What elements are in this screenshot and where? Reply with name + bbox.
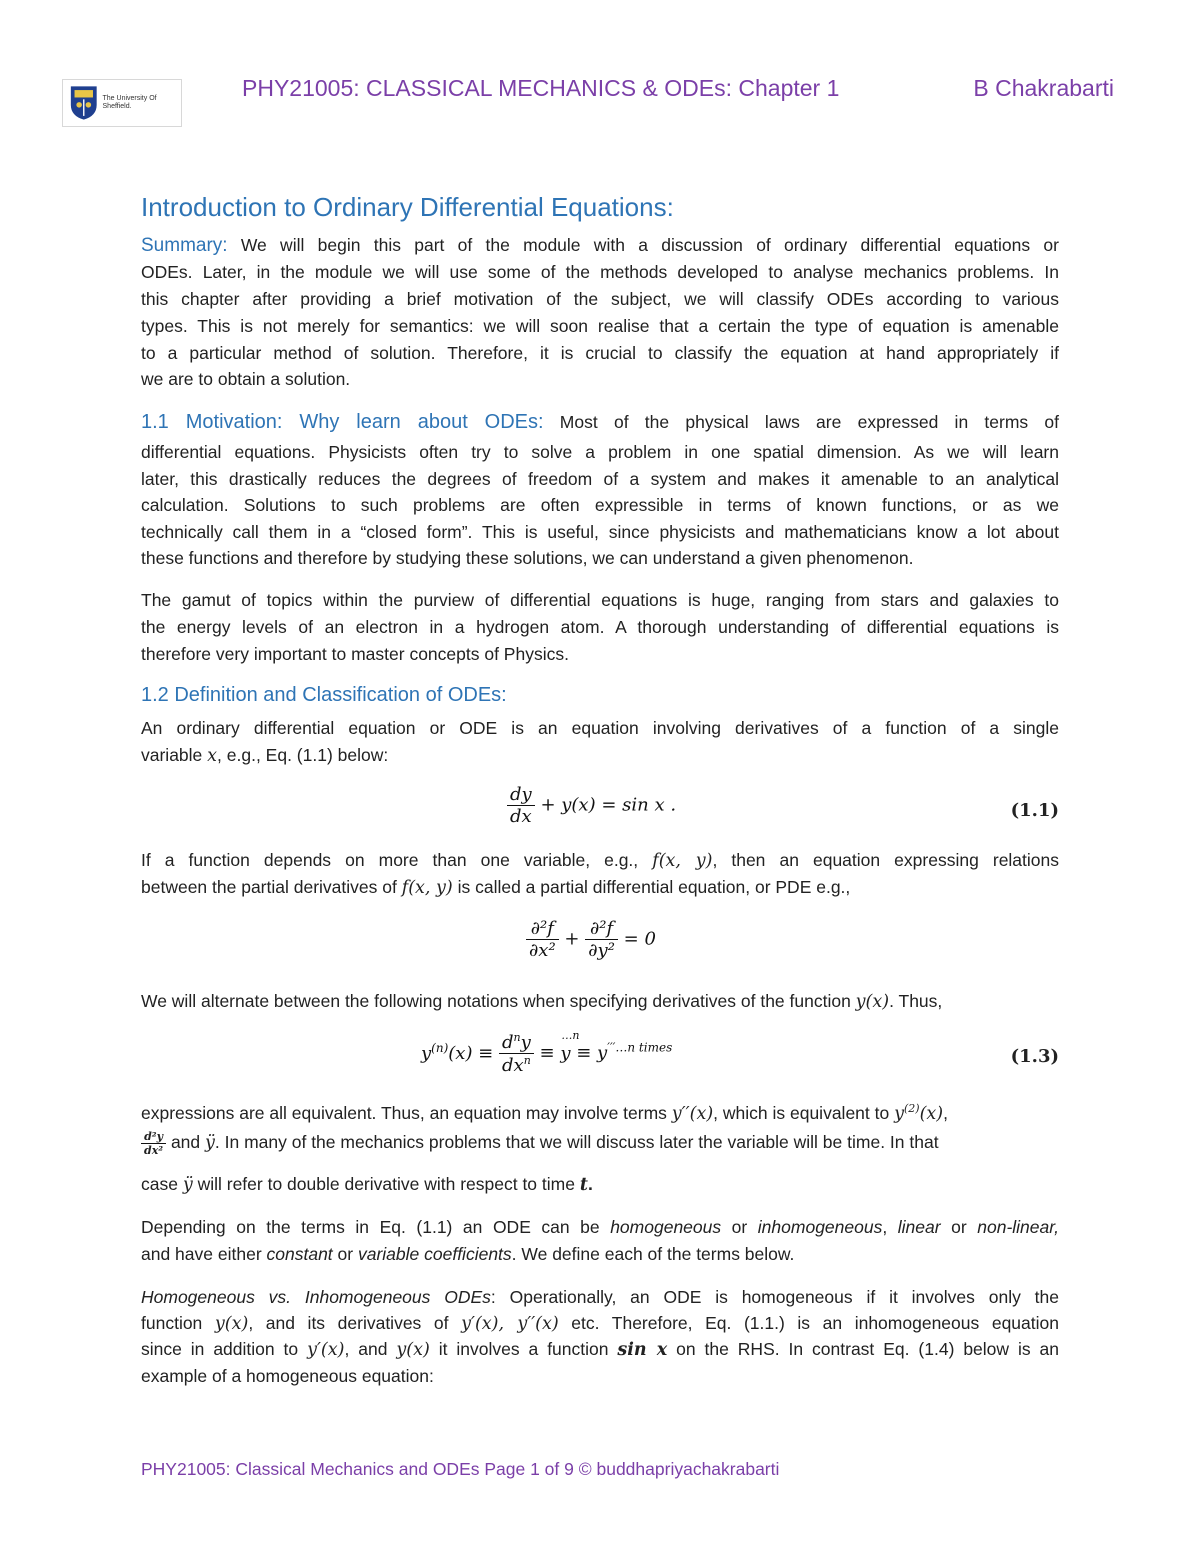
- homog-line-1: [141, 1287, 1059, 1308]
- homog-line-4: example of a homogeneous equation:: [141, 1366, 434, 1386]
- text: on the RHS. In contrast Eq. (1.4) below is an: [667, 1339, 1059, 1359]
- summary-line-3: this chapter after providing a brief motivation of the subject, we will classify ODEs according to various: [141, 289, 1059, 309]
- header-title: PHY21005: CLASSICAL MECHANICS & ODEs: Chapter 1: [242, 75, 840, 101]
- math-sin-x: sin x: [617, 1340, 668, 1360]
- text: will refer to double derivative with respect to time: [192, 1174, 580, 1194]
- text: variable: [141, 745, 208, 765]
- summary-line-1: [141, 235, 1059, 257]
- math-y-ddot: ÿ: [205, 1133, 215, 1154]
- homog-line-3: [141, 1339, 1059, 1360]
- equation-tail: + y(x) = sin x .: [540, 794, 677, 816]
- summary-line-5: to a particular method of solution. Therefore, it is crucial to classify the equation at hand appropriately if: [141, 343, 1059, 363]
- text: ,: [882, 1217, 898, 1237]
- math-f-xy: f(x, y): [652, 851, 713, 871]
- section-heading-1-2: 1.2 Definition and Classification of ODEs:: [141, 684, 507, 706]
- notation-line: [141, 991, 1059, 1012]
- pde-line-2: [141, 877, 1059, 898]
- text: etc. Therefore, Eq. (1.1.) is an inhomogeneous equation: [558, 1313, 1059, 1333]
- s11-line-5: technically call them in a “closed form”. This is useful, since physicists and mathematicians know a lot about: [141, 522, 1059, 542]
- text: or: [721, 1217, 758, 1237]
- section-heading-1-1: 1.1 Motivation: Why learn about ODEs:: [141, 411, 544, 433]
- university-logo: [62, 79, 182, 127]
- equation-1-1: [507, 784, 676, 827]
- fraction-d2y-dx2-small: $\frac{\text{d²y}}{\text{dx²}}$: [141, 1130, 166, 1157]
- text-variable-coefficients: variable coefficients: [357, 1244, 512, 1264]
- text: . In many of the mechanics problems that we will discuss later the variable will be time. In that: [214, 1132, 939, 1153]
- depend-line-1: [141, 1217, 1059, 1238]
- text: since in addition to: [141, 1339, 308, 1359]
- fraction-dy-dx: $\frac{dy}{dx}$: [507, 784, 535, 827]
- equation-tail: = 0: [623, 928, 656, 950]
- logo-text: The University Of Sheffield.: [102, 95, 157, 110]
- text: , and its derivatives of: [248, 1313, 462, 1333]
- equation-laplace: $\frac{\text{∂²f}}{\text{∂x²}}$ + $\frac{\text{∂²f}}{\text{∂y²}}$ = 0: [526, 918, 656, 961]
- math-x: x: [207, 746, 218, 766]
- text: , and: [344, 1339, 397, 1359]
- text: is called a partial differential equation, or PDE e.g.,: [452, 877, 851, 897]
- math-y-x: y(x): [396, 1340, 430, 1360]
- homog-label: Homogeneous vs. Inhomogeneous ODEs: [141, 1287, 491, 1307]
- expr-line-2: [141, 1130, 1059, 1157]
- s12-line-2: [141, 745, 1059, 766]
- text-homogeneous: homogeneous: [610, 1217, 722, 1237]
- crest-icon: [69, 83, 99, 123]
- equation-1-3: $y^{(n)}(x)$ ≡ $\frac{d^ny}{dx^n}$ ≡ y …n ≡ $y^{'''\dots n times}$: [421, 1028, 673, 1076]
- text: Most of the physical laws are expressed in terms of: [543, 412, 1059, 432]
- text: We will alternate between the following notations when specifying derivatives of the function: [141, 991, 856, 1011]
- gamut-line-2: the energy levels of an electron in a hydrogen atom. A thorough understanding of differential equations is: [141, 617, 1059, 637]
- math-f-xy: f(x, y): [401, 878, 453, 898]
- text: or: [940, 1217, 978, 1237]
- header-author: B Chakrabarti: [973, 75, 1114, 101]
- text: expressions are all equivalent. Thus, an equation may involve terms: [141, 1102, 672, 1123]
- summary-line-4: types. This is not merely for semantics: we will soon realise that a certain the type of equation is amenable: [141, 316, 1059, 336]
- text-constant: constant: [266, 1244, 333, 1264]
- text: . Thus,: [889, 991, 943, 1011]
- fraction-dny-dxn: $\frac{d^ny}{dx^n}$: [499, 1031, 534, 1076]
- text-non-linear: non-linear,: [977, 1217, 1059, 1237]
- depend-line-2: [141, 1244, 1059, 1265]
- page-title: Introduction to Ordinary Differential Equations:: [141, 192, 674, 222]
- s11-line-3: later, this drastically reduces the degrees of freedom of a system and makes it amenable to an analytical: [141, 469, 1059, 489]
- math-y-x: y(x): [214, 1314, 249, 1334]
- text: : Operationally, an ODE is homogeneous if it involves only the: [490, 1287, 1060, 1307]
- summary-line-6: we are to obtain a solution.: [141, 369, 351, 389]
- math-y-primes: y′(x), y′′(x): [461, 1314, 559, 1334]
- gamut-line-1: The gamut of topics within the purview of differential equations is huge, ranging from stars and galaxies to: [141, 590, 1059, 610]
- text: function: [141, 1313, 215, 1333]
- text: Depending on the terms in Eq. (1.1) an ODE can be: [141, 1217, 611, 1237]
- text: and have either: [141, 1244, 267, 1264]
- s11-line-2: differential equations. Physicists often try to solve a problem in one spatial dimension. As we will learn: [141, 442, 1059, 462]
- text: , then an equation expressing relations: [712, 850, 1060, 870]
- s12-line-1: An ordinary differential equation or ODE is an equation involving derivatives of a function of a single: [141, 718, 1059, 738]
- equation-number-1-1: (1.1): [1010, 800, 1059, 821]
- text: We will begin this part of the module with a discussion of ordinary differential equations or: [227, 235, 1059, 255]
- summary-line-2: ODEs. Later, in the module we will use some of the methods developed to analyse mechanics problems. In: [141, 262, 1059, 282]
- s11-line-1: [141, 411, 1059, 434]
- pde-line-1: [141, 850, 1059, 871]
- text: . We define each of the terms below.: [511, 1244, 795, 1264]
- text: , which is equivalent to: [713, 1102, 895, 1123]
- math-y-double-prime: y′′(x): [671, 1103, 714, 1124]
- s11-line-4: calculation. Solutions to such problems are often expressible in terms of known functions, or as we: [141, 495, 1059, 515]
- text: and: [166, 1132, 206, 1153]
- text: between the partial derivatives of: [141, 877, 402, 897]
- equation-number-1-3: (1.3): [1010, 1046, 1059, 1067]
- fraction-d2f-dy2: $\frac{\text{∂²f}}{\text{∂y²}}$: [585, 918, 618, 961]
- expr-line-1: expressions are all equivalent. Thus, an equation may involve terms y′′(x), which is equivalent to $y^{(2)}(x)$,: [141, 1102, 948, 1124]
- fraction-d2f-dx2: $\frac{\text{∂²f}}{\text{∂x²}}$: [526, 918, 559, 961]
- page-footer: PHY21005: Classical Mechanics and ODEs Page 1 of 9 © buddhapriyachakrabarti: [141, 1459, 780, 1479]
- summary-label: Summary:: [141, 235, 228, 256]
- math-y-2-x: $y^{(2)}(x)$: [894, 1102, 944, 1124]
- text: If a function depends on more than one variable, e.g.,: [141, 850, 653, 870]
- homog-line-2: [141, 1313, 1059, 1334]
- math-y-prime: y′(x): [307, 1340, 345, 1360]
- text: , e.g., Eq. (1.1) below:: [217, 745, 389, 765]
- text-inhomogeneous: inhomogeneous: [757, 1217, 883, 1237]
- expr-line-3: case ÿ will refer to double derivative with respect to time t.: [141, 1174, 593, 1195]
- math-y-ddot: ÿ: [182, 1175, 193, 1195]
- s11-line-6: these functions and therefore by studying these solutions, we can understand a given phenomenon.: [141, 548, 914, 568]
- text: it involves a function: [429, 1339, 618, 1359]
- gamut-line-3: therefore very important to master concepts of Physics.: [141, 644, 569, 664]
- math-t: t: [579, 1175, 588, 1195]
- superscript-n-times: ′′′…n times: [607, 1040, 673, 1055]
- math-y-x: y(x): [855, 992, 890, 1012]
- text-linear: linear: [897, 1217, 941, 1237]
- text: or: [332, 1244, 358, 1264]
- text: case: [141, 1174, 183, 1194]
